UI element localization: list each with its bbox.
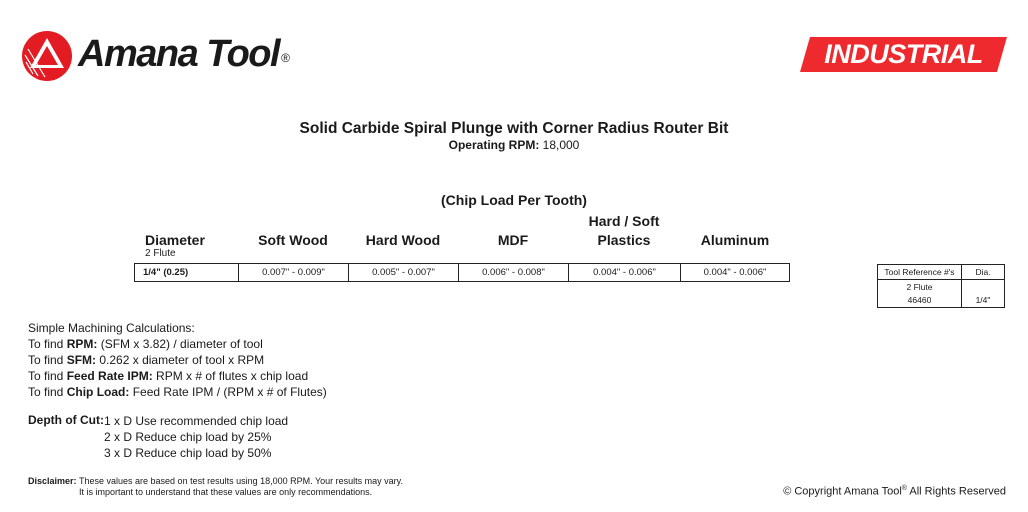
table-cell-soft-wood: 0.007" - 0.009"	[239, 264, 349, 281]
tool-ref-cell	[878, 280, 962, 308]
table-cell-diameter: 1/4" (0.25)	[135, 264, 239, 281]
header-plastics: Plastics	[597, 232, 651, 248]
table-cell-plastics: 0.004" - 0.006"	[569, 264, 681, 281]
header-mdf: MDF	[497, 232, 529, 248]
industrial-badge	[800, 37, 1007, 72]
disclaimer-line-2: It is important to understand that these values are only recommendations.	[79, 487, 373, 497]
operating-rpm: Operating RPM: 18,000	[448, 138, 580, 152]
chip-load-table	[134, 263, 790, 282]
page-title: Solid Carbide Spiral Plunge with Corner Radius Router Bit	[299, 120, 729, 137]
header-soft-wood: Soft Wood	[258, 232, 328, 248]
calc-feed-rate: To find Feed Rate IPM: RPM x # of flutes x chip load	[28, 369, 309, 383]
calc-heading: Simple Machining Calculations:	[28, 321, 195, 335]
depth-of-cut-label: Depth of Cut:	[28, 413, 104, 427]
tool-ref-number: 46460	[907, 295, 932, 305]
table-cell-hard-wood: 0.005" - 0.007"	[349, 264, 459, 281]
calc-sfm: To find SFM: 0.262 x diameter of tool x RPM	[28, 353, 265, 367]
badge-label: INDUSTRIAL	[824, 39, 983, 69]
disclaimer-label: Disclaimer:	[28, 476, 77, 486]
depth-line-1: 1 x D Use recommended chip load	[104, 414, 289, 428]
amana-logo-icon	[22, 31, 72, 81]
dia-header: Dia.	[975, 267, 991, 277]
diameter-header: Diameter	[145, 232, 205, 248]
header-hard-soft: Hard / Soft	[588, 213, 660, 229]
table-cell-aluminum: 0.004" - 0.006"	[703, 267, 767, 278]
calc-chip-load: To find Chip Load: Feed Rate IPM / (RPM x # of Flutes)	[28, 385, 327, 399]
calc-rpm: To find RPM: (SFM x 3.82) / diameter of tool	[28, 337, 263, 351]
tool-reference-table	[877, 264, 1005, 308]
copyright: © Copyright Amana Tool® All Rights Reserved	[783, 485, 1006, 498]
table-cell-mdf: 0.006" - 0.008"	[459, 264, 569, 281]
chip-load-caption: (Chip Load Per Tooth)	[441, 192, 587, 208]
header-hard-wood: Hard Wood	[365, 232, 441, 248]
flute-subheader: 2 Flute	[145, 248, 176, 259]
tool-ref-dia: 1/4"	[975, 295, 991, 305]
depth-line-2: 2 x D Reduce chip load by 25%	[104, 430, 272, 444]
tool-ref-flute: 2 Flute	[906, 282, 933, 292]
brand-name: Amana Tool ®	[78, 33, 290, 75]
depth-line-3: 3 x D Reduce chip load by 50%	[104, 446, 272, 460]
tool-ref-header: Tool Reference #'s	[878, 265, 962, 279]
disclaimer-line-1: These values are based on test results using 18,000 RPM. Your results may vary.	[79, 476, 403, 486]
header-aluminum: Aluminum	[700, 232, 770, 248]
